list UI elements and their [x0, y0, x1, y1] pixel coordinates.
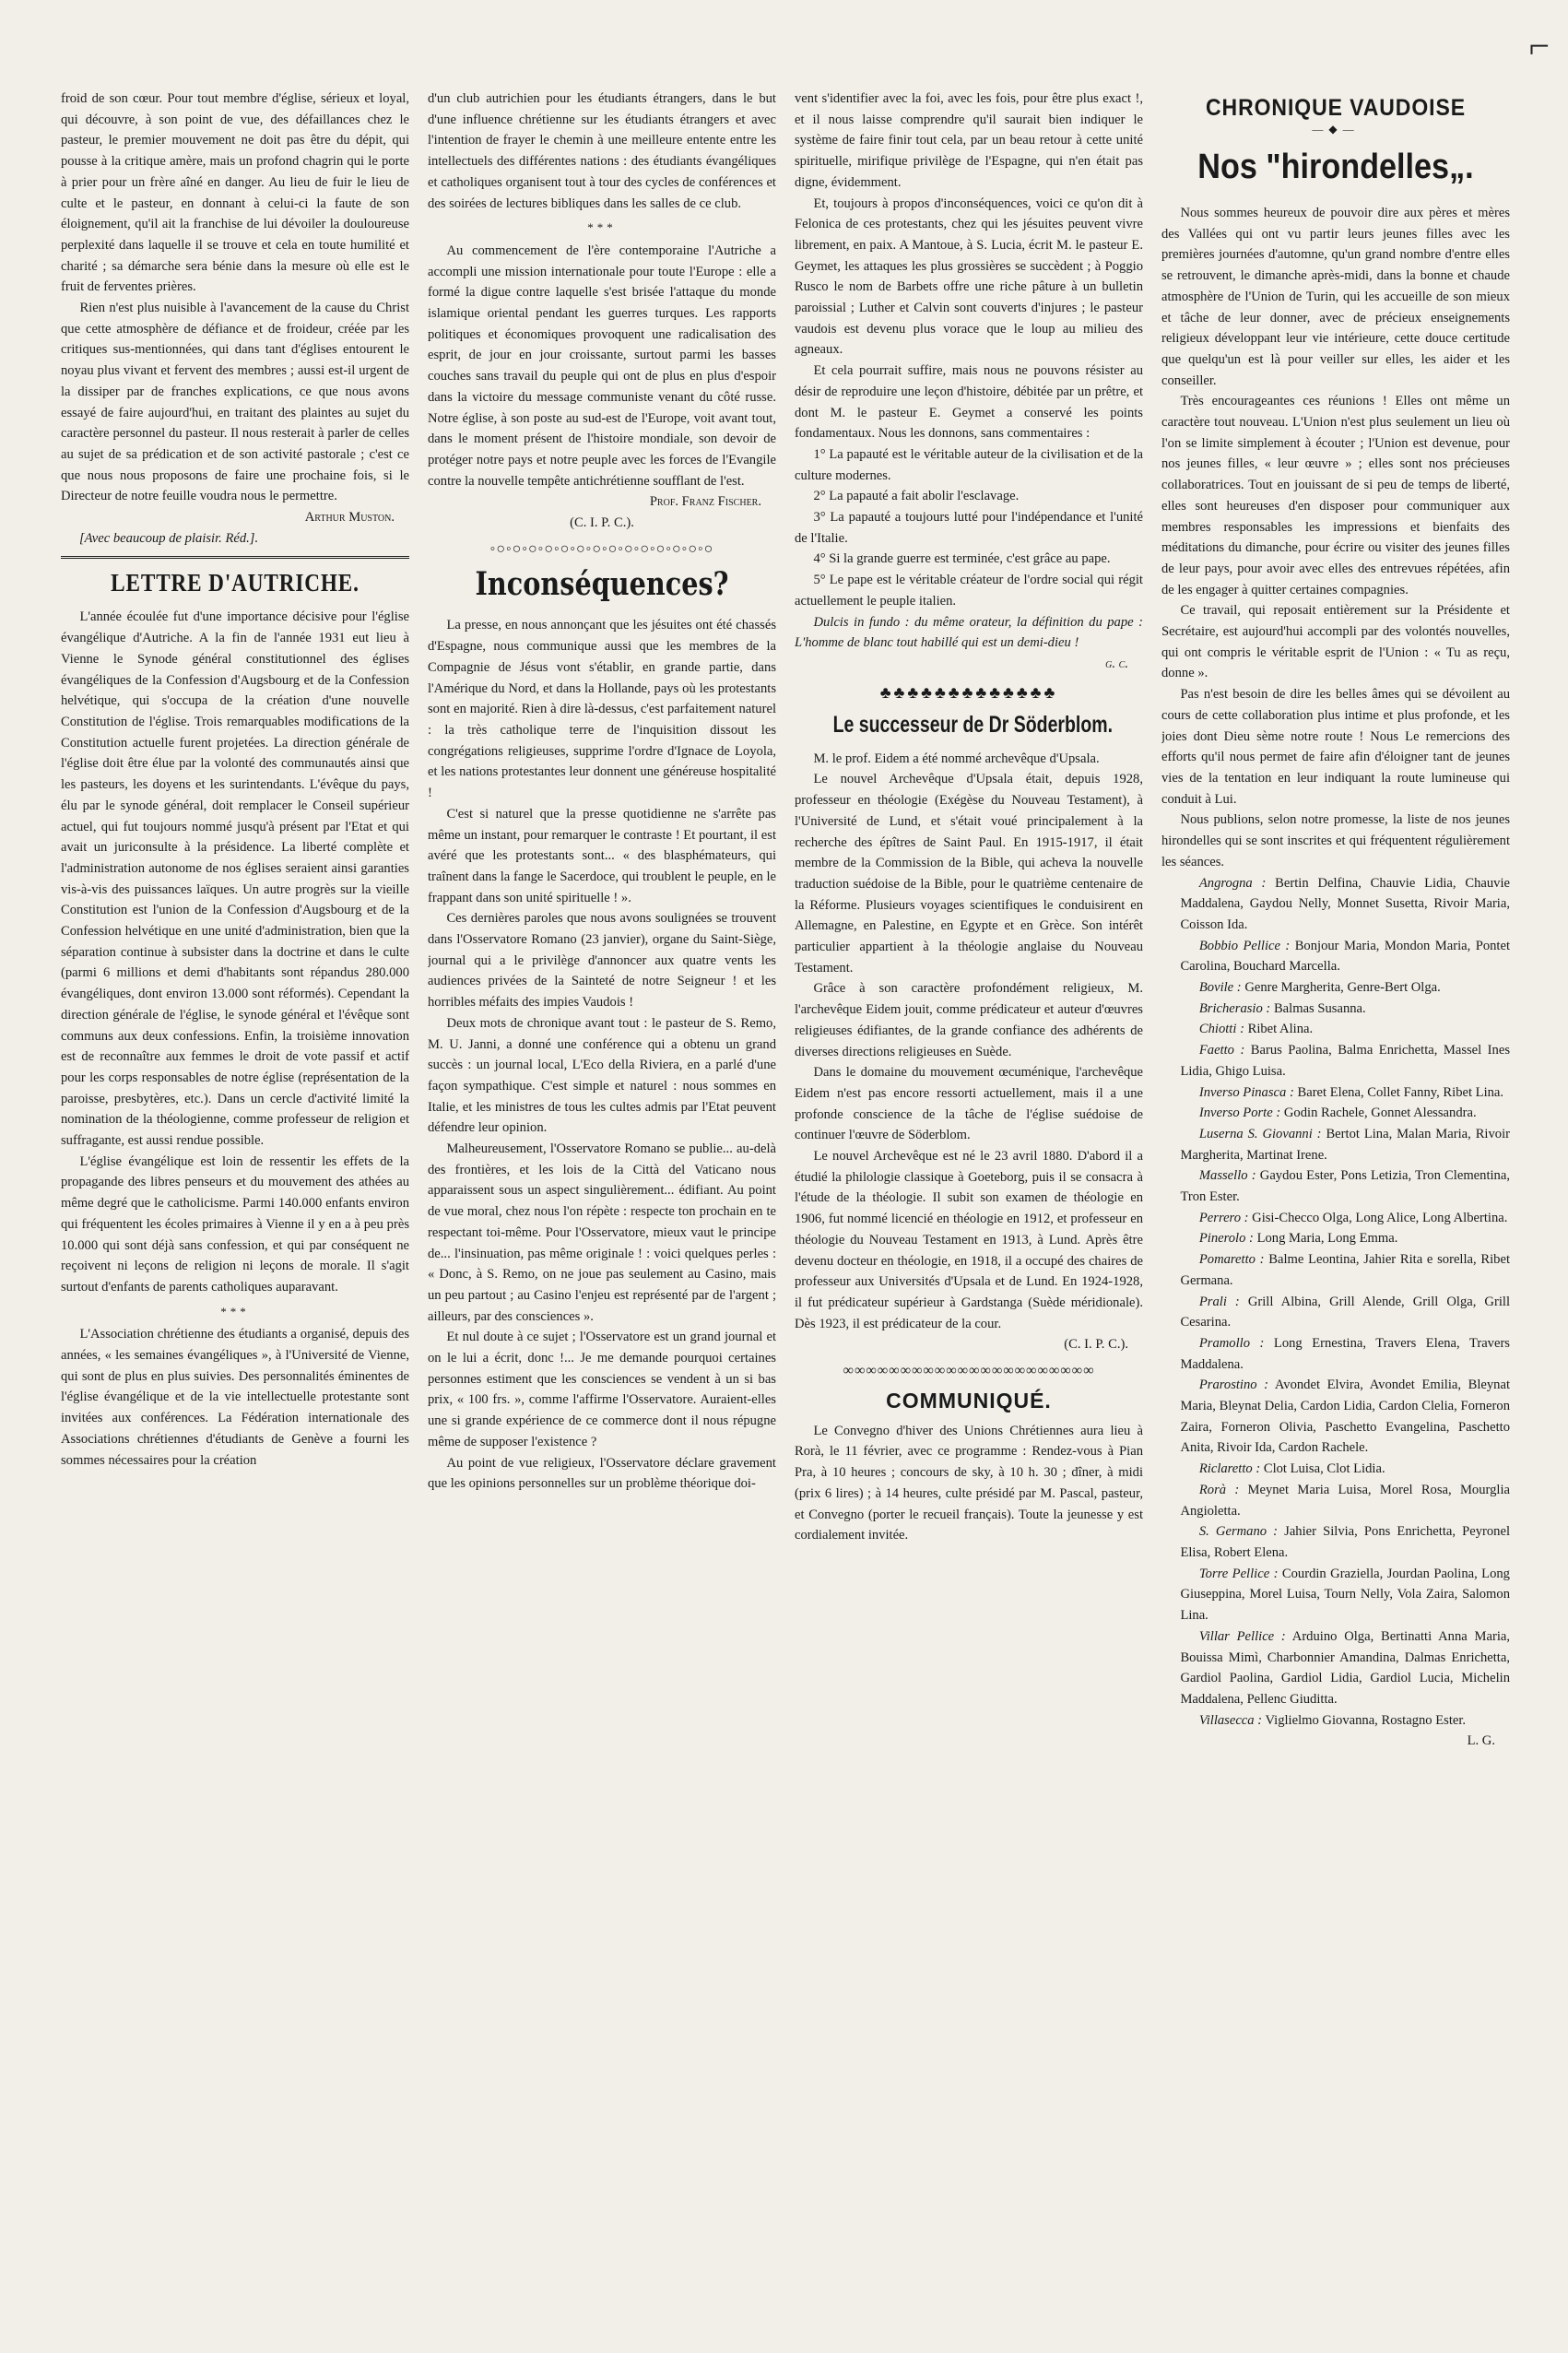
list-item: 3° La papauté a toujours lutté pour l'indépendance et l'unité de l'Italie.	[795, 510, 1143, 546]
article-paragraph: Grâce à son caractère profondément religieux, M. l'archevêque Eidem jouit, comme prédicateur et auteur d'œuvres religieuses édifiantes, de la grande confiance des adhérents de diverses directions religieuses en Suède.	[795, 981, 1143, 1059]
article-paragraph: Dans le domaine du mouvement œcuménique, l'archevêque Eidem n'est pas encore ressorti actuellement, mais il a une profonde conscience de la tâche de l'église suédoise de continuer l'œuvre de Söderblom.	[795, 1065, 1143, 1143]
source-credit: (C. I. P. C.).	[1064, 1337, 1128, 1353]
names-list-item	[1161, 1040, 1510, 1082]
place-name: Luserna S. Giovanni :	[1198, 1126, 1322, 1141]
names-list-item	[1161, 1124, 1510, 1165]
heading-communique: COMMUNIQUÉ.	[886, 1388, 1052, 1413]
names: Gaydou Ester, Pons Letizia, Tron Clementina, Tron Ester.	[1180, 1168, 1510, 1205]
heading-lettre-autriche: LETTRE D'AUTRICHE.	[111, 569, 360, 597]
heading-hirondelles: Nos "hirondelles„.	[1197, 148, 1474, 186]
place-name: Riclaretto :	[1198, 1461, 1261, 1477]
names: Avondet Elvira, Avondet Emilia, Bleynat Maria, Bleynat Delia, Cardon Lidia, Cardon Clelia, Forneron Zaira, Forneron Olivia, Paschetto Evangelina, Paschetto Anita, Rivoir Ida, Cardon Rachele.	[1180, 1378, 1510, 1456]
article-paragraph: Le nouvel Archevêque est né le 23 avril 1880. D'abord il a étudié la philologie classique à Goeteborg, puis il se consacra à l'étude de la théologie. Il subit son examen de théologie en 1906, fut nommé licencié en théologie en 1912, et professeur en théologie du Nouveau Testament en 1913, à Lund. Après être devenu docteur en théologie, en 1918, il a occupé des chaires de professeur aux Universités d'Upsala et de Lund. En 1924-1928, il fut prédicateur supérieur à Gardstanga (Suède méridionale). Dès 1923, il est prédicateur de la cour.	[795, 1149, 1143, 1331]
names: Meynet Maria Luisa, Morel Rosa, Mourglia Angioletta.	[1180, 1482, 1510, 1519]
names-list-item	[1161, 1249, 1510, 1291]
article-paragraph: Rien n'est plus nuisible à l'avancement de la cause du Christ que cette atmosphère de défiance et de froideur, créée par les critiques sus-mentionnées, qui dans tant d'églises entourent le noyau plus vivant et fervent des membres ; aussi est-il urgent de la dissiper par de franches explications, ce que nous avons essayé de faire aujourd'hui, en traitant des plaintes au sujet du caractère personnel du pasteur. Il nous resterait à parler de celles au sujet de sa prédication et de son activité pastorale ; c'est ce que nous nous proposons de faire une prochaine fois, si le Directeur de notre feuille voudra nous le permettre.	[61, 301, 409, 504]
names: Viglielmo Giovanna, Rostagno Ester.	[1262, 1712, 1467, 1728]
list-item: 5° Le pape est le véritable créateur de l'ordre social qui régit actuellement le peuple italien.	[795, 573, 1143, 609]
article-paragraph: La presse, en nous annonçant que les jésuites ont été chassés d'Espagne, nous communique aussi que les membres de la Compagnie de Jésus vont s'établir, en grande partie, dans l'Amérique du Nord, et dans la Hollande, pays où les protestants sont en majorité. Rien à dire là-dessus, c'est parfaitement naturel : la très catholique terre de l'inquisition dissout les congrégations religieuses, supprime l'ordre d'Ignace de Loyola, et les nations protestantes leur donnent une généreuse hospitalité !	[428, 618, 776, 801]
article-paragraph: Ces dernières paroles que nous avons soulignées se trouvent dans l'Osservatore Romano (23 janvier), organe du Saint-Siège, journal qui a le privilège d'annoncer aux quatre vents les audiences privées de la Sainteté de notre Seigneur ! et les horribles méfaits des impies Vaudois !	[428, 911, 776, 1011]
names-list-item	[1161, 1710, 1510, 1732]
names-list-item	[1161, 1333, 1510, 1375]
place-name: Chiotti :	[1198, 1022, 1244, 1037]
names: Bertot Lina, Malan Maria, Rivoir Margherita, Martinat Irene.	[1180, 1126, 1510, 1163]
names-list-item	[1161, 873, 1510, 936]
place-name: Massello :	[1198, 1168, 1256, 1184]
place-name: S. Germano :	[1198, 1524, 1279, 1540]
article-paragraph: Au point de vue religieux, l'Osservatore déclare gravement que les opinions personnelles sur un problème théorique doi-	[428, 1455, 776, 1492]
place-name: Perrero :	[1198, 1210, 1249, 1225]
place-name: Rorà :	[1198, 1482, 1240, 1497]
section-stars: ***	[587, 220, 617, 235]
names-list-item	[1161, 1480, 1510, 1521]
corner-mark: ⌐	[1528, 25, 1550, 66]
article-paragraph: M. le prof. Eidem a été nommé archevêque d'Upsala.	[813, 751, 1100, 766]
article-paragraph: froid de son cœur. Pour tout membre d'église, sérieux et loyal, qui découvre, à son point de vue, des défaillances chez le pasteur, le premier mouvement ne doit pas être du dépit, qui pousse à la critique amère, mais un profond chagrin qui le porte à prier pour un frère aîné en danger. Au lieu de fuir le lieu de culte et le pasteur, en donnant à celui-ci la faute de son éloignement, qu'il ait la franchise de lui dévoiler la douloureuse perplexité dans laquelle il se trouve et cela en toute humilité et charité ; sa démarche sera bénie dans la mesure où elle est le fruit de ferventes prières.	[61, 91, 409, 295]
article-paragraph: Et, toujours à propos d'inconséquences, voici ce qu'on dit à Felonica de ces protestants, chez qui les jésuites peuvent vivre librement, en paix. A Mantoue, à S. Lucia, écrit M. le pasteur E. Geymet, les attaques les plus grossières se succèdent ; à Poggio Rusco le nom de Barbets offre une riche pâture à un bulletin paroissial ; Luther et Calvin sont couverts d'injures ; le pasteur vaudois est devenu plus vorace que le loup au milieu des agneaux.	[795, 195, 1143, 358]
signature: Arthur Muston.	[304, 510, 395, 526]
place-name: Prarostino :	[1198, 1378, 1269, 1393]
signature: L. G.	[1467, 1733, 1495, 1749]
names-list-item	[1161, 1019, 1510, 1040]
divider	[61, 556, 409, 559]
place-name: Torre Pellice :	[1198, 1566, 1279, 1581]
names-list	[1161, 873, 1510, 1732]
heading-inconsequences: Inconséquences?	[475, 565, 729, 604]
names-list-item	[1161, 1521, 1510, 1563]
place-name: Bricherasio :	[1198, 1000, 1271, 1016]
list-item: 1° La papauté est le véritable auteur de la civilisation et de la culture modernes.	[795, 446, 1143, 483]
article-paragraph: Et nul doute à ce sujet ; l'Osservatore est un grand journal et on le lui a écrit, donc !... Je me demande pourquoi certaines personnes estiment que les consciences se vendent à un si bas prix, « 100 frs. », comme l'affirme l'Osservatore. Auraient-elles une si grande expérience de ce commerce dont il nous répugne même de supposer l'existence ?	[428, 1330, 776, 1449]
column-4	[1161, 89, 1510, 2301]
article-paragraph: L'année écoulée fut d'une importance décisive pour l'église évangélique d'Autriche. A la fin de l'année 1931 eut lieu à Vienne le Synode général constitutionnel des églises évangéliques de la Confession d'Augsbourg et de la Confession helvétique, qui s'occupa de la création d'une nouvelle Constitution de l'église. Trois remarquables modifications de la Constitution actuelle furent projetées. La direction générale de l'église doit être élue par la volonté des communautés ainsi que les pasteurs, les doyens et les surintendants. L'évêque du pays, élu par le synode général, doit remplacer le Conseil supérieur actuel, qui fut toujours nommé jusqu'à présent par l'Etat et qui avait un juriconsulte à la présidence. La liberté complète et l'administration autonome de nos églises seraient ainsi garanties vis-à-vis des puissances laïques. Un autre progrès sur la vieille Constitution est l'union de la Confession d'Augsbourg et de la Confession helvétique en une unité d'administration, bien que la séparation continue à subsister dans la doctrine et dans le culte (parmi 6 millions et demi d'habitants sont répandus 280.000 évangéliques, dont environ 13.000 sont réformés). Cependant la direction générale de l'église, le synode général et l'évêque sont communs aux deux confessions. Enfin, la troisième innovation est de reconnaître aux femmes le droit de vote passif et actif pour les corps responsables de notre église (représentation de la paroisse, presbytères, etc.). Dans un cercle d'activité limité la nomination de la théologienne, comme professeur de religion et suffragante, est aussi rendue possible.	[61, 609, 409, 1149]
article-paragraph: C'est si naturel que la presse quotidienne ne s'arrête pas même un instant, pour remarquer le contraste ! Et pourtant, il est avéré que les protestants sont... « des blasphémateurs, qui traînent dans la fange le Sacerdoce, qui troublent le peuple, en le frappant dans son unité spirituelle ! ».	[428, 806, 776, 905]
names-list-item	[1161, 1165, 1510, 1207]
ornament-chain: ∞∞∞∞∞∞∞∞∞∞∞∞∞∞∞∞∞∞∞∞∞∞	[843, 1363, 1095, 1379]
ornament-clubs: ♣♣♣♣♣♣♣♣♣♣♣♣♣	[879, 682, 1058, 702]
place-name: Villasecca :	[1198, 1712, 1263, 1728]
article-paragraph: Le Convegno d'hiver des Unions Chrétiennes aura lieu à Rorà, le 11 février, avec ce programme : Rendez-vous à Pian Pra, à 10 heures ; concours de sky, à 10 h. 30 ; dîner, à midi (prix 6 lires) ; à 14 heures, culte présidé par M. Pascal, pasteur, et Convegno (porter le recueil français). Toute la jeunesse y est cordialement invitée.	[795, 1423, 1143, 1543]
editor-note: [Avec beaucoup de plaisir. Réd.].	[79, 530, 259, 546]
article-paragraph: d'un club autrichien pour les étudiants étrangers, dans le but d'une influence chrétienne sur les étudiants étrangers et avec l'intention de frayer le chemin à une meilleure entente entre les intellectuels des différentes nations : des étudiants évangéliques et catholiques organisent tout à tour des cycles de conférences et des soirées de lectures bibliques dans les salles de ce club.	[428, 91, 776, 211]
names-list-item	[1161, 1082, 1510, 1104]
ornament-chain: ◦○◦○◦○◦○◦○◦○◦○◦○◦○◦○◦○◦○◦○◦○	[489, 540, 714, 557]
names-list-item	[1161, 1375, 1510, 1459]
article-paragraph: Nous publions, selon notre promesse, la liste de nos jeunes hirondelles qui se sont inscrites et qui fréquentent régulièrement les séances.	[1161, 812, 1510, 869]
names: Ribet Alina.	[1244, 1022, 1314, 1037]
columns	[61, 89, 1520, 2301]
signature: g. c.	[1105, 656, 1128, 671]
names: Grill Albina, Grill Alende, Grill Olga, Grill Cesarina.	[1180, 1294, 1510, 1330]
place-name: Pomaretto :	[1198, 1252, 1265, 1268]
names: Godin Rachele, Gonnet Alessandra.	[1280, 1106, 1477, 1121]
article-paragraph: L'église évangélique est loin de ressentir les effets de la propagande des libres penseurs et du mouvement des athées au même degré que le catholicisme. Parmi 140.000 enfants environ qui fréquentent les écoles primaires à Vienne il y en a à peu près 10.000 qui sont déjà sans confession, et qui par conséquent ne reçoivent ni leçons de religion ni leçons de morale. Il s'agit surtout d'enfants de parents catholiques auparavant.	[61, 1153, 409, 1295]
article-paragraph: Très encourageantes ces réunions ! Elles ont même un caractère tout nouveau. L'Union n'est plus seulement un lieu où l'on se limite simplement à écouter ; l'Union est devenue, pour nos jeunes filles, « leur œuvre » ; elles sont nos précieuses collaboratrices. Tout en jouissant de si peu de temps de liberté, elles sont heureuses d'en disposer pour communiquer aux membres responsables les impressions et bienfaits des méditations du dimanche, pour écrire ou visiter des jeunes filles de leur pays, pour avoir avec elles des entrevues répétées, afin de les engager à quitter certaines compagnies.	[1161, 394, 1510, 597]
place-name: Angrogna :	[1198, 875, 1267, 891]
place-name: Bobbio Pellice :	[1198, 938, 1291, 953]
names: Arduino Olga, Bertinatti Anna Maria, Bouissa Mimì, Charbonnier Amandina, Dalmas Enrichetta, Gardiol Paolina, Gardiol Lidia, Gardiol Lucia, Michelin Maddalena, Pellenc Giuditta.	[1180, 1628, 1510, 1707]
article-paragraph: Deux mots de chronique avant tout : le pasteur de S. Remo, M. U. Janni, a donné une conférence qui a obtenu un grand succès : un journal local, L'Eco della Riviera, en a parlé d'une façon sympathique. C'est simple et naturel : nous sommes en Italie, et les ministres de tous les cultes admis par l'Etat peuvent défendre leur opinion.	[428, 1015, 776, 1136]
article-paragraph: Ce travail, qui reposait entièrement sur la Présidente et Secrétaire, est aujourd'hui accompli par des volontés nouvelles, qui ont compris le véritable esprit de l'Union : « Tu as reçu, donne ».	[1161, 603, 1510, 681]
names-list-item	[1161, 1103, 1510, 1124]
names-list-item	[1161, 999, 1510, 1020]
names: Balme Leontina, Jahier Rita e sorella, Ribet Germana.	[1180, 1252, 1510, 1288]
place-name: Villar Pellice :	[1198, 1628, 1286, 1644]
article-paragraph: Pas n'est besoin de dire les belles âmes qui se dévoilent au cours de cette collaboration plus intime et plus profonde, et les joies dont Dieu sème notre route ! Nous Le remercions des efforts qu'il nous permet de faire afin d'éloigner tant de jeunes vies de la tentation en leur indiquant la route lumineuse qui conduit à Lui.	[1161, 687, 1510, 807]
names: Clot Luisa, Clot Lidia.	[1260, 1461, 1385, 1477]
column-2	[428, 89, 776, 2301]
heading-chronique-vaudoise: CHRONIQUE VAUDOISE	[1206, 95, 1466, 121]
place-name: Pramollo :	[1198, 1335, 1265, 1351]
names: Baret Elena, Collet Fanny, Ribet Lina.	[1293, 1084, 1504, 1100]
article-paragraph: Malheureusement, l'Osservatore Romano se publie... au-delà des frontières, et les lois de la Città del Vaticano nous apparaissent sous un aspect singulièrement... édifiant. Au point de vue moral, chez nous l'on répète : respecte ton prochain en te respectant toi-même. Pour l'Osservatore, mieux vaut le principe de... l'insinuation, pas même originale ! : voici quelques perles : « Donc, à S. Remo, on ne joue pas seulement au Casino, mais un peu partout ; au Casino l'enjeu est représenté par de l'argent ; ailleurs, par des consciences ».	[428, 1141, 776, 1324]
article-paragraph: Nous sommes heureux de pouvoir dire aux pères et mères des Vallées qui ont vu partir leurs jeunes filles avec les premières journées d'automne, qu'un grand nombre d'entre elles se retrouvent, le dimanche après-midi, dans la bonne et chaude atmosphère de l'Union de Turin, qui les accueille de son mieux et tâche de leur donner, avec de précieux enseignements religieux développant leur vie intérieure, cette douce certitude que quelqu'un est là pour veiller sur elles, les aider et les conseiller.	[1161, 206, 1510, 388]
section-stars: ***	[220, 1304, 250, 1318]
names: Bonjour Maria, Mondon Maria, Pontet Carolina, Bouchard Marcella.	[1180, 938, 1510, 975]
names-list-item	[1161, 1292, 1510, 1333]
column-3	[795, 89, 1143, 2301]
names-list-item	[1161, 1208, 1510, 1229]
names: Balmas Susanna.	[1270, 1000, 1366, 1016]
names: Genre Margherita, Genre-Bert Olga.	[1241, 980, 1441, 996]
list-item: 4° Si la grande guerre est terminée, c'est grâce au pape.	[813, 551, 1111, 567]
place-name: Inverso Porte :	[1198, 1106, 1281, 1121]
names-list-item	[1161, 1564, 1510, 1626]
names-list-item	[1161, 1228, 1510, 1249]
names-list-item	[1161, 1626, 1510, 1710]
names: Gisi-Checco Olga, Long Alice, Long Albertina.	[1248, 1210, 1508, 1225]
names: Long Maria, Long Emma.	[1253, 1231, 1398, 1247]
names: Jahier Silvia, Pons Enrichetta, Peyronel Elisa, Robert Elena.	[1180, 1524, 1510, 1560]
place-name: Pinerolo :	[1198, 1231, 1254, 1247]
names: Barus Paolina, Balma Enrichetta, Massel Ines Lidia, Ghigo Luisa.	[1180, 1043, 1510, 1079]
names: Courdin Graziella, Jourdan Paolina, Long Giuseppina, Morel Luisa, Tourn Nelly, Vola Zaira, Salomon Lina.	[1180, 1566, 1510, 1624]
column-1	[61, 89, 409, 2301]
article-paragraph: Au commencement de l'ère contemporaine l'Autriche a accompli une mission internationale pour toute l'Europe : elle a formé la digue contre laquelle s'est brisée l'attaque du monde islamique oriental pendant les guerres turques. Les rapports politiques et économiques provoquent une radicalisation des esprit, de jour en jour croissante, surtout parmi les basses couches sans travail du peuple qui ont de plus en plus d'espoir dans la victoire du message communiste venant du côté russe. Notre église, à son poste au sud-est de l'Europe, voit avant tout, dans le moment présent de l'histoire mondiale, son devoir de protéger notre pays et notre peuple avec les forces de l'Evangile contre la nouvelle tempête antichrétienne soufflant de l'est.	[428, 242, 776, 489]
names-list-item	[1161, 936, 1510, 977]
names-list-item	[1161, 977, 1510, 999]
article-paragraph: Dulcis in fundo : du même orateur, la définition du pape : L'homme de blanc tout habillé qui est un demi-dieu !	[795, 614, 1143, 651]
ornament-rule: —◆—	[1312, 123, 1360, 136]
place-name: Inverso Pinasca :	[1198, 1084, 1294, 1100]
names: Bertin Delfina, Chauvie Lidia, Chauvie Maddalena, Gaydou Nelly, Monnet Susetta, Rivoir Maria, Coisson Ida.	[1180, 875, 1510, 932]
article-paragraph: L'Association chrétienne des étudiants a organisé, depuis des années, « les semaines évangéliques », à l'Université de Vienne, qui sont de plus en plus suivies. Des personnalités éminentes de l'église évangélique et de la vie intellectuelle protestante sont invitées aux conférences. La Fédération internationale des Associations chrétiennes d'étudiants de Genève a fourni les sommes nécessaires pour la création	[61, 1327, 409, 1468]
place-name: Faetto :	[1198, 1043, 1245, 1058]
list-item: 2° La papauté a fait abolir l'esclavage.	[813, 489, 1020, 504]
signature: Prof. Franz Fischer.	[649, 494, 761, 510]
article-paragraph: vent s'identifier avec la foi, avec les fois, pour être plus exact !, et il nous laisse comprendre qu'il saurait bien indiquer le système de faire finir tout cela, par un beau retour à cette unité spirituelle, mirifique privilège de l'Espagne, qui n'en était pas digne, évidemment.	[795, 91, 1143, 190]
source-credit: (C. I. P. C.).	[570, 515, 634, 531]
place-name: Prali :	[1198, 1294, 1240, 1309]
heading-successeur: Le successeur de Dr Söderblom.	[832, 711, 1114, 738]
place-name: Bovile :	[1198, 980, 1242, 996]
article-paragraph: Et cela pourrait suffire, mais nous ne pouvons résister au désir de reproduire une leçon d'histoire, débitée par un prêtre, et dont M. le pasteur E. Geymet a conservé les points fondamentaux. Nous les donnons, sans commentaires :	[795, 363, 1143, 442]
article-paragraph: Le nouvel Archevêque d'Upsala était, depuis 1928, professeur en théologie (Exégèse du Nouveau Testament), à l'Université de Lund, et s'était voué principalement à la recherche des épîtres de Saint Paul. En 1915-1917, il était membre de la Commission de la Bible, qui acheva la nouvelle traduction suédoise de la Bible, pour le quatrième centenaire de la Réforme. Plusieurs voyages scientifiques le conduisirent en Allemagne, en Palestine, en Egypte et en Grèce. Son intérêt particulier appartient à la théologie anglaise du Nouveau Testament.	[795, 772, 1143, 975]
names-list-item	[1161, 1459, 1510, 1480]
names: Long Ernestina, Travers Elena, Travers Maddalena.	[1180, 1335, 1510, 1372]
